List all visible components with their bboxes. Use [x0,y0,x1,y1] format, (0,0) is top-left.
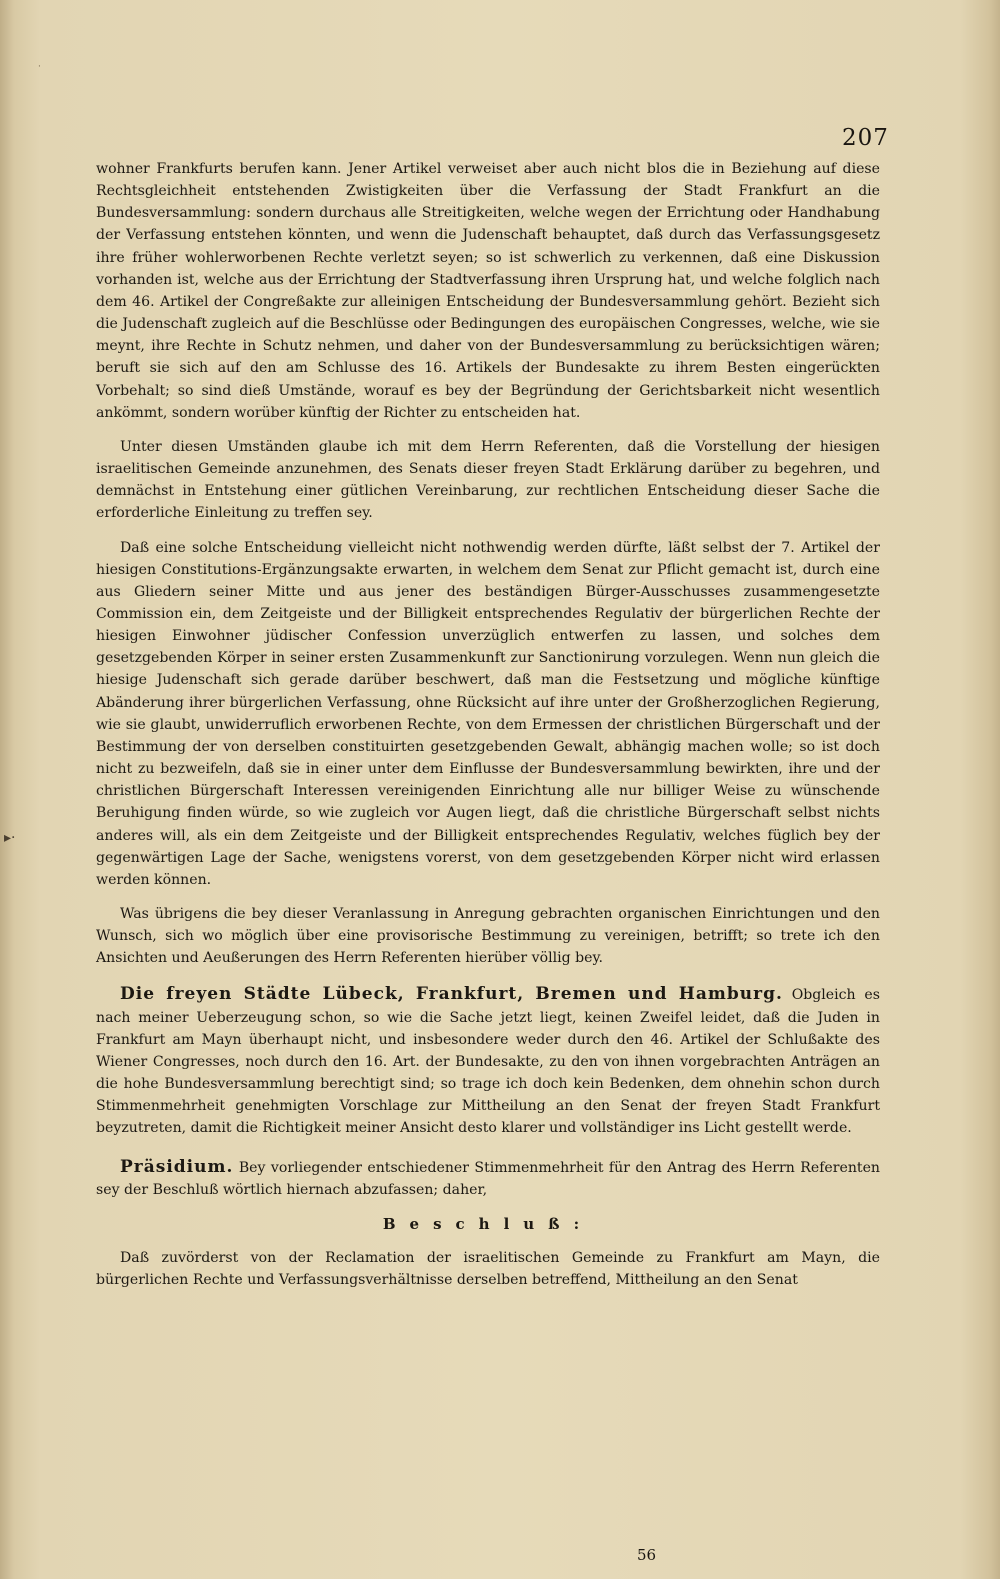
main-text [96,158,880,1291]
decision-text: Daß zuvörderst von der Reclamation der israelitischen Gemeinde zu Frankfurt am Mayn, die bürgerlichen Rechte und Verfassungsverhältnisse derselben betreffend, Mittheilung an den Senat [96,1250,880,1289]
printer-signature: 56 [637,1546,657,1564]
paper-speckle: · [38,62,41,72]
presidium-text: Bey vorliegender entschiedener Stimmenmehrheit für den Antrag des Herrn Referenten sey der Beschluß wörtlich hiernach abzufassen; daher, [96,1159,880,1198]
cities-text: Obgleich es nach meiner Ueberzeugung schon, so wie die Sache jetzt liegt, keinen Zweifel leidet, daß die Juden in Frankfurt am Mayn überhaupt nicht, und insbesondere weder durch den 46. Artikel der Schlußakte des Wiener Congresses, noch durch den 16. Art. der Bundesakte, zu den von ihnen vorgebrachten Anträgen an die hohe Bundesversammlung berechtigt sind; so trage ich doch kein Bedenken, dem ohnehin schon durch Stimmenmehrheit genehmigten Vorschlage zur Mittheilung an den Senat der freyen Stadt Frankfurt beyzutreten, damit die Richtigkeit meiner Ansicht desto klarer und vollständiger ins Licht gestellt werde. [96,987,880,1137]
presidium-heading: Präsidium. [120,1156,234,1177]
paragraph-4: Was übrigens die bey dieser Veranlassung in Anregung gebrachten organischen Einrichtungen und den Wunsch, sich wo möglich über eine provisorische Bestimmung zu vereinigen, betrifft; so trete ich den Ansichten und Aeußerungen des Herrn Referenten hierüber völlig bey. [96,906,880,967]
cities-heading: Die freyen Städte Lübeck, Frankfurt, Bremen und Hamburg. [120,984,783,1005]
cities-section [96,983,880,1139]
margin-mark: ▸· [4,830,16,846]
paragraph-2: Unter diesen Umständen glaube ich mit dem Herrn Referenten, daß die Vorstellung der hiesigen israelitischen Gemeinde anzunehmen, des Senats dieser freyen Stadt Erklärung darüber zu begehren, und demnächst in Entstehung einer gütlichen Vereinbarung, zur rechtlichen Entscheidung dieser Sache die erforderliche Einleitung zu treffen sey. [96,438,880,522]
page-number: 207 [842,125,889,151]
paragraph-1: wohner Frankfurts berufen kann. Jener Artikel verweiset aber auch nicht blos die in Beziehung auf diese Rechtsgleichheit entstehenden Zwistigkeiten über die Verfassung der Stadt Frankfurt an die Bundesversammlung: sondern durchaus alle Streitigkeiten, welche wegen der Errichtung oder Handhabung der Verfassung entstehen könnten, und wenn die Judenschaft behauptet, daß durch das Verfassungsgesetz ihre früher wohlerworbenen Rechte verletzt seyen; so ist schwerlich zu verkennen, daß eine Diskussion vorhanden ist, welche aus der Errichtung der Stadtverfassung ihren Ursprung hat, und welche folglich nach dem 46. Artikel der Congreßakte zur alleinigen Entscheidung der Bundesversammlung gehört. Bezieht sich die Judenschaft zugleich auf die Beschlüsse oder Bedingungen des europäischen Congresses, welche, wie sie meynt, ihre Rechte in Schutz nehmen, und daher von der Bundesversammlung zu berücksichtigen wären; beruft sie sich auf den am Schlusse des 16. Artikels der Bundesakte zu ihrem Besten eingerückten Vorbehalt; so sind dieß Umstände, worauf es bey der Begründung der Gerichtsbarkeit nicht wesentlich ankömmt, sondern worüber künftig der Richter zu entscheiden hat. [96,161,880,421]
decision-title: Beschluß: [382,1214,594,1233]
presidium-section [96,1156,880,1201]
paragraph-3: Daß eine solche Entscheidung vielleicht nicht nothwendig werden dürfte, läßt selbst der 7. Artikel der hiesigen Constitutions-Ergänzungsakte erwarten, in welchem dem Senat zur Pflicht gemacht ist, durch eine aus Gliedern seiner Mitte und aus jener des beständigen Bürger-Ausschusses zusammengesetzte Commission ein, dem Zeitgeiste und der Billigkeit entsprechendes Regulativ der bürgerlichen Rechte der hiesigen Einwohner jüdischer Confession unverzüglich entwerfen zu lassen, und solches dem gesetzgebenden Körper in seiner ersten Zusammenkunft zur Sanctionirung vorzulegen. Wenn nun gleich die hiesige Judenschaft sich gerade darüber beschwert, daß man die Festsetzung und mögliche künftige Abänderung ihrer bürgerlichen Verfassung, ohne Rücksicht auf ihre unter der Großherzoglichen Regierung, wie sie glaubt, unwiderruflich erworbenen Rechte, von dem Ermessen der christlichen Bürgerschaft und der Bestimmung der von derselben constituirten gesetzgebenden Gewalt, abhängig machen wolle; so ist doch nicht zu bezweifeln, daß sie in einer unter dem Einflusse der Bundesversammlung bewirkten, ihre und der christlichen Bürgerschaft Interessen vereinigenden Einrichtung alle nur billiger Weise zu wünschende Beruhigung finden würde, so wie zugleich vor Augen liegt, daß die christliche Bürgerschaft selbst nichts anderes will, als ein dem Zeitgeiste und der Billigkeit entsprechendes Regulativ, welches füglich bey der gegenwärtigen Lage der Sache, wenigstens vorerst, von dem gesetzgebenden Körper nicht wird erlassen werden können. [96,539,880,888]
